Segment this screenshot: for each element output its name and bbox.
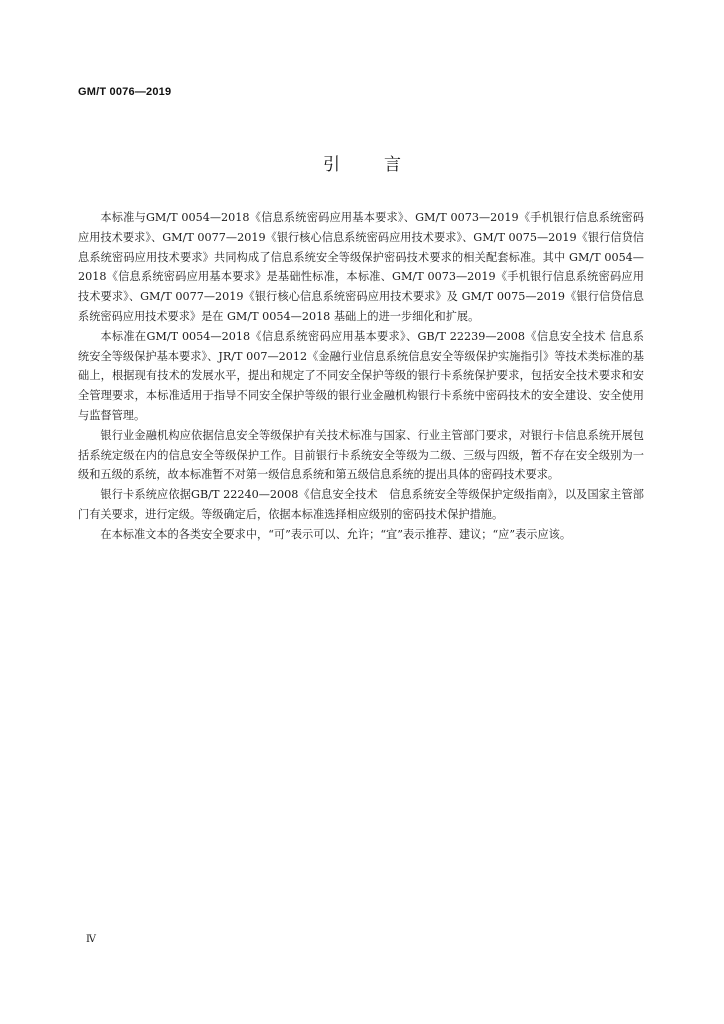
paragraph-terms: 在本标准文本的各类安全要求中，“可”表示可以、允许；“宜”表示推荐、建议；“应”表示应该。 — [100, 527, 572, 541]
standard-code: GM/T 0076—2019 — [78, 86, 172, 98]
paragraph-related-standards: 本标准与GM/T 0054—2018《信息系统密码应用基本要求》、GM/T 0073—2019《手机银行信息系统密码应用技术要求》、GM/T 0077—2019《银行核心信息系统密码应用技术要求》、GM/T 0075—2019《银行信贷信息系统密码应用技术要求》共同构成了信息系统安全等级保护密码技术要求的相关配套标准。其中 GM/T 0054—2018《信息系统密码应用基本要求》是基础性标准，本标准、GM/T 0073—2019《手机银行信息系统密码应用技术要求》、GM/T 0077—2019《银行核心信息系统密码应用技术要求》及 GM/T 0075—2019《银行信贷信息系统密码应用技术要求》是在 GM/T 0054—2018 基础上的进一步细化和扩展。 — [78, 211, 644, 323]
section-title: 引言 — [323, 155, 445, 175]
paragraph-scope: 本标准在GM/T 0054—2018《信息系统密码应用基本要求》、GB/T 22239—2008《信息安全技术 信息系统安全等级保护基本要求》、JR/T 007—2012《金融行业信息系统信息安全等级保护实施指引》等技术类标准的基础上，根据现有技术的发展水平，提出和规定了不同安全保护等级的银行卡系统保护要求，包括安全技术要求和安全管理要求，本标准适用于指导不同安全保护等级的银行业金融机构银行卡系统中密码技术的安全建设、安全使用与监督管理。 — [78, 329, 644, 422]
paragraph-grading-guide: 银行卡系统应依据GB/T 22240—2008《信息安全技术 信息系统安全等级保护定级指南》，以及国家主管部门有关要求，进行定级。等级确定后，依据本标准选择相应级别的密码技术保护措施。 — [78, 488, 644, 521]
page-number: Ⅳ — [86, 934, 96, 945]
paragraph-grading-work: 银行业金融机构应依据信息安全等级保护有关技术标准与国家、行业主管部门要求，对银行卡信息系统开展包括系统定级在内的信息安全等级保护工作。目前银行卡系统安全等级为二级、三级与四级，暂不存在安全级别为一级和五级的系统，故本标准暂不对第一级信息系统和第五级信息系统的提出具体的密码技术要求。 — [78, 428, 644, 482]
body-text — [78, 208, 644, 545]
